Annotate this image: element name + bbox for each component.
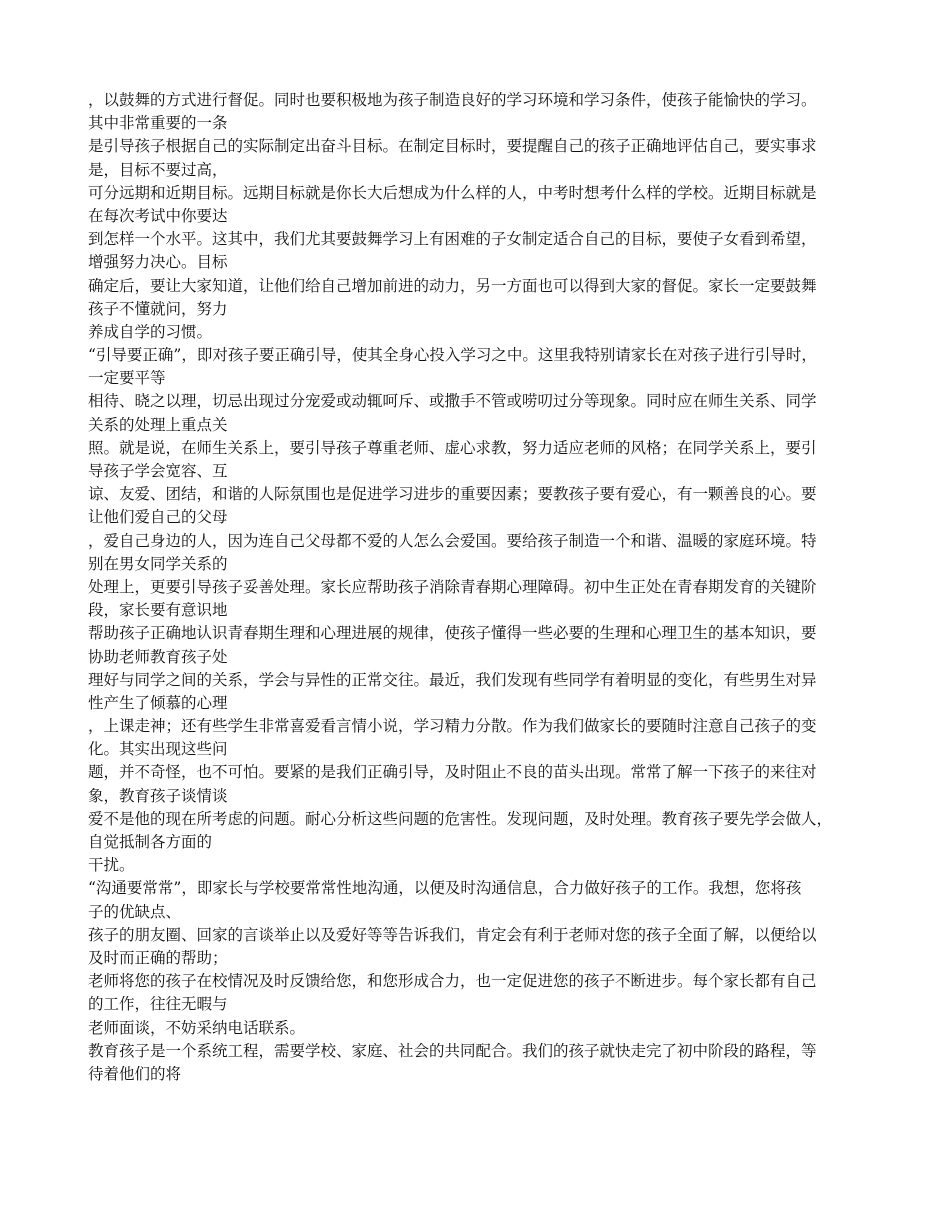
text-line: 是引导孩子根据自己的实际制定出奋斗目标。在制定目标时，要提醒自己的孩子正确地评估自己，要实事求	[88, 137, 817, 156]
text-line: 是，目标不要过高，	[88, 160, 228, 179]
text-line: 老师面谈，不妨采纳电话联系。	[88, 1018, 306, 1037]
text-line: 子的优缺点、	[88, 902, 182, 921]
text-line: 的工作，往往无暇与	[88, 995, 228, 1014]
text-line: 老师将您的孩子在校情况及时反馈给您，和您形成合力，也一定促进您的孩子不断进步。每个家长都有自己	[88, 972, 817, 991]
text-line: “引导要正确”，即对孩子要正确引导，使其全身心投入学习之中。这里我特别请家长在对孩子进行引导时，	[88, 346, 817, 365]
text-line: 协助老师教育孩子处	[88, 647, 228, 666]
text-line: ，上课走神；还有些学生非常喜爱看言情小说，学习精力分散。作为我们做家长的要随时注意自己孩子的变	[88, 717, 817, 736]
text-line: 及时而正确的帮助；	[88, 948, 228, 967]
text-line: 可分远期和近期目标。远期目标就是你长大后想成为什么样的人，中考时想考什么样的学校。近期目标就是	[88, 183, 817, 202]
text-line: 相待、晓之以理，切忌出现过分宠爱或动辄呵斥、或撒手不管或唠叨过分等现象。同时应在师生关系、同学	[88, 392, 817, 411]
text-line: 帮助孩子正确地认识青春期生理和心理进展的规律，使孩子懂得一些必要的生理和心理卫生的基本知识，要	[88, 624, 817, 643]
text-line: 干扰。	[88, 856, 135, 875]
text-line: 化。其实出现这些问	[88, 740, 228, 759]
text-line: “沟通要常常”，即家长与学校要常常性地沟通，以便及时沟通信息，合力做好孩子的工作。我想，您将孩	[88, 879, 802, 898]
text-line: 关系的处理上重点关	[88, 415, 228, 434]
text-line: 增强努力决心。目标	[88, 253, 228, 272]
text-line: 其中非常重要的一条	[88, 114, 228, 133]
text-line: 段，家长要有意识地	[88, 601, 228, 620]
text-line: 象，教育孩子谈情谈	[88, 786, 228, 805]
text-line: 教育孩子是一个系统工程，需要学校、家庭、社会的共同配合。我们的孩子就快走完了初中阶段的路程，等	[88, 1041, 817, 1060]
text-line: 一定要平等	[88, 369, 166, 388]
text-line: 谅、友爱、团结，和谐的人际氛围也是促进学习进步的重要因素；要教孩子要有爱心，有一颗善良的心。要	[88, 485, 817, 504]
text-line: 性产生了倾慕的心理	[88, 693, 228, 712]
text-line: 导孩子学会宽容、互	[88, 462, 228, 480]
text-line: 到怎样一个水平。这其中，我们尤其要鼓舞学习上有困难的子女制定适合自己的目标，要使子女看到希望，	[88, 230, 817, 249]
text-line: 孩子不懂就问，努力	[88, 299, 228, 318]
text-line: 爱不是他的现在所考虑的问题。耐心分析这些问题的危害性。发现问题，及时处理。教育孩子要先学会做人，	[88, 809, 833, 828]
text-line: 自觉抵制各方面的	[88, 833, 213, 851]
text-line: 孩子的朋友圈、回家的言谈举止以及爱好等等告诉我们，肯定会有利于老师对您的孩子全面了解，以便给以	[88, 925, 817, 944]
text-line: ，以鼓舞的方式进行督促。同时也要积极地为孩子制造良好的学习环境和学习条件，使孩子能愉快的学习。	[88, 91, 817, 109]
text-line: 处理上，更要引导孩子妥善处理。家长应帮助孩子消除青春期心理障碍。初中生正处在青春期发育的关键阶	[88, 577, 817, 596]
text-line: ，爱自己身边的人，因为连自己父母都不爱的人怎么会爱国。要给孩子制造一个和谐、温暖的家庭环境。特	[88, 531, 817, 550]
text-line: 照。就是说，在师生关系上，要引导孩子尊重老师、虚心求教，努力适应老师的风格；在同学关系上，要引	[88, 438, 817, 457]
text-line: 让他们爱自己的父母	[88, 508, 228, 527]
text-line: 别在男女同学关系的	[88, 554, 228, 573]
text-line: 养成自学的习惯。	[88, 322, 213, 341]
text-line: 理好与同学之间的关系，学会与异性的正常交往。最近，我们发现有些同学有着明显的变化，有些男生对异	[88, 670, 817, 689]
text-line: 在每次考试中你要达	[88, 206, 228, 225]
text-line: 待着他们的将	[88, 1064, 182, 1083]
text-line: 确定后，要让大家知道，让他们给自己增加前进的动力，另一方面也可以得到大家的督促。家长一定要鼓舞	[88, 276, 817, 295]
document-body	[88, 89, 862, 1086]
text-line: 题，并不奇怪，也不可怕。要紧的是我们正确引导，及时阻止不良的苗头出现。常常了解一下孩子的来往对	[88, 763, 817, 782]
